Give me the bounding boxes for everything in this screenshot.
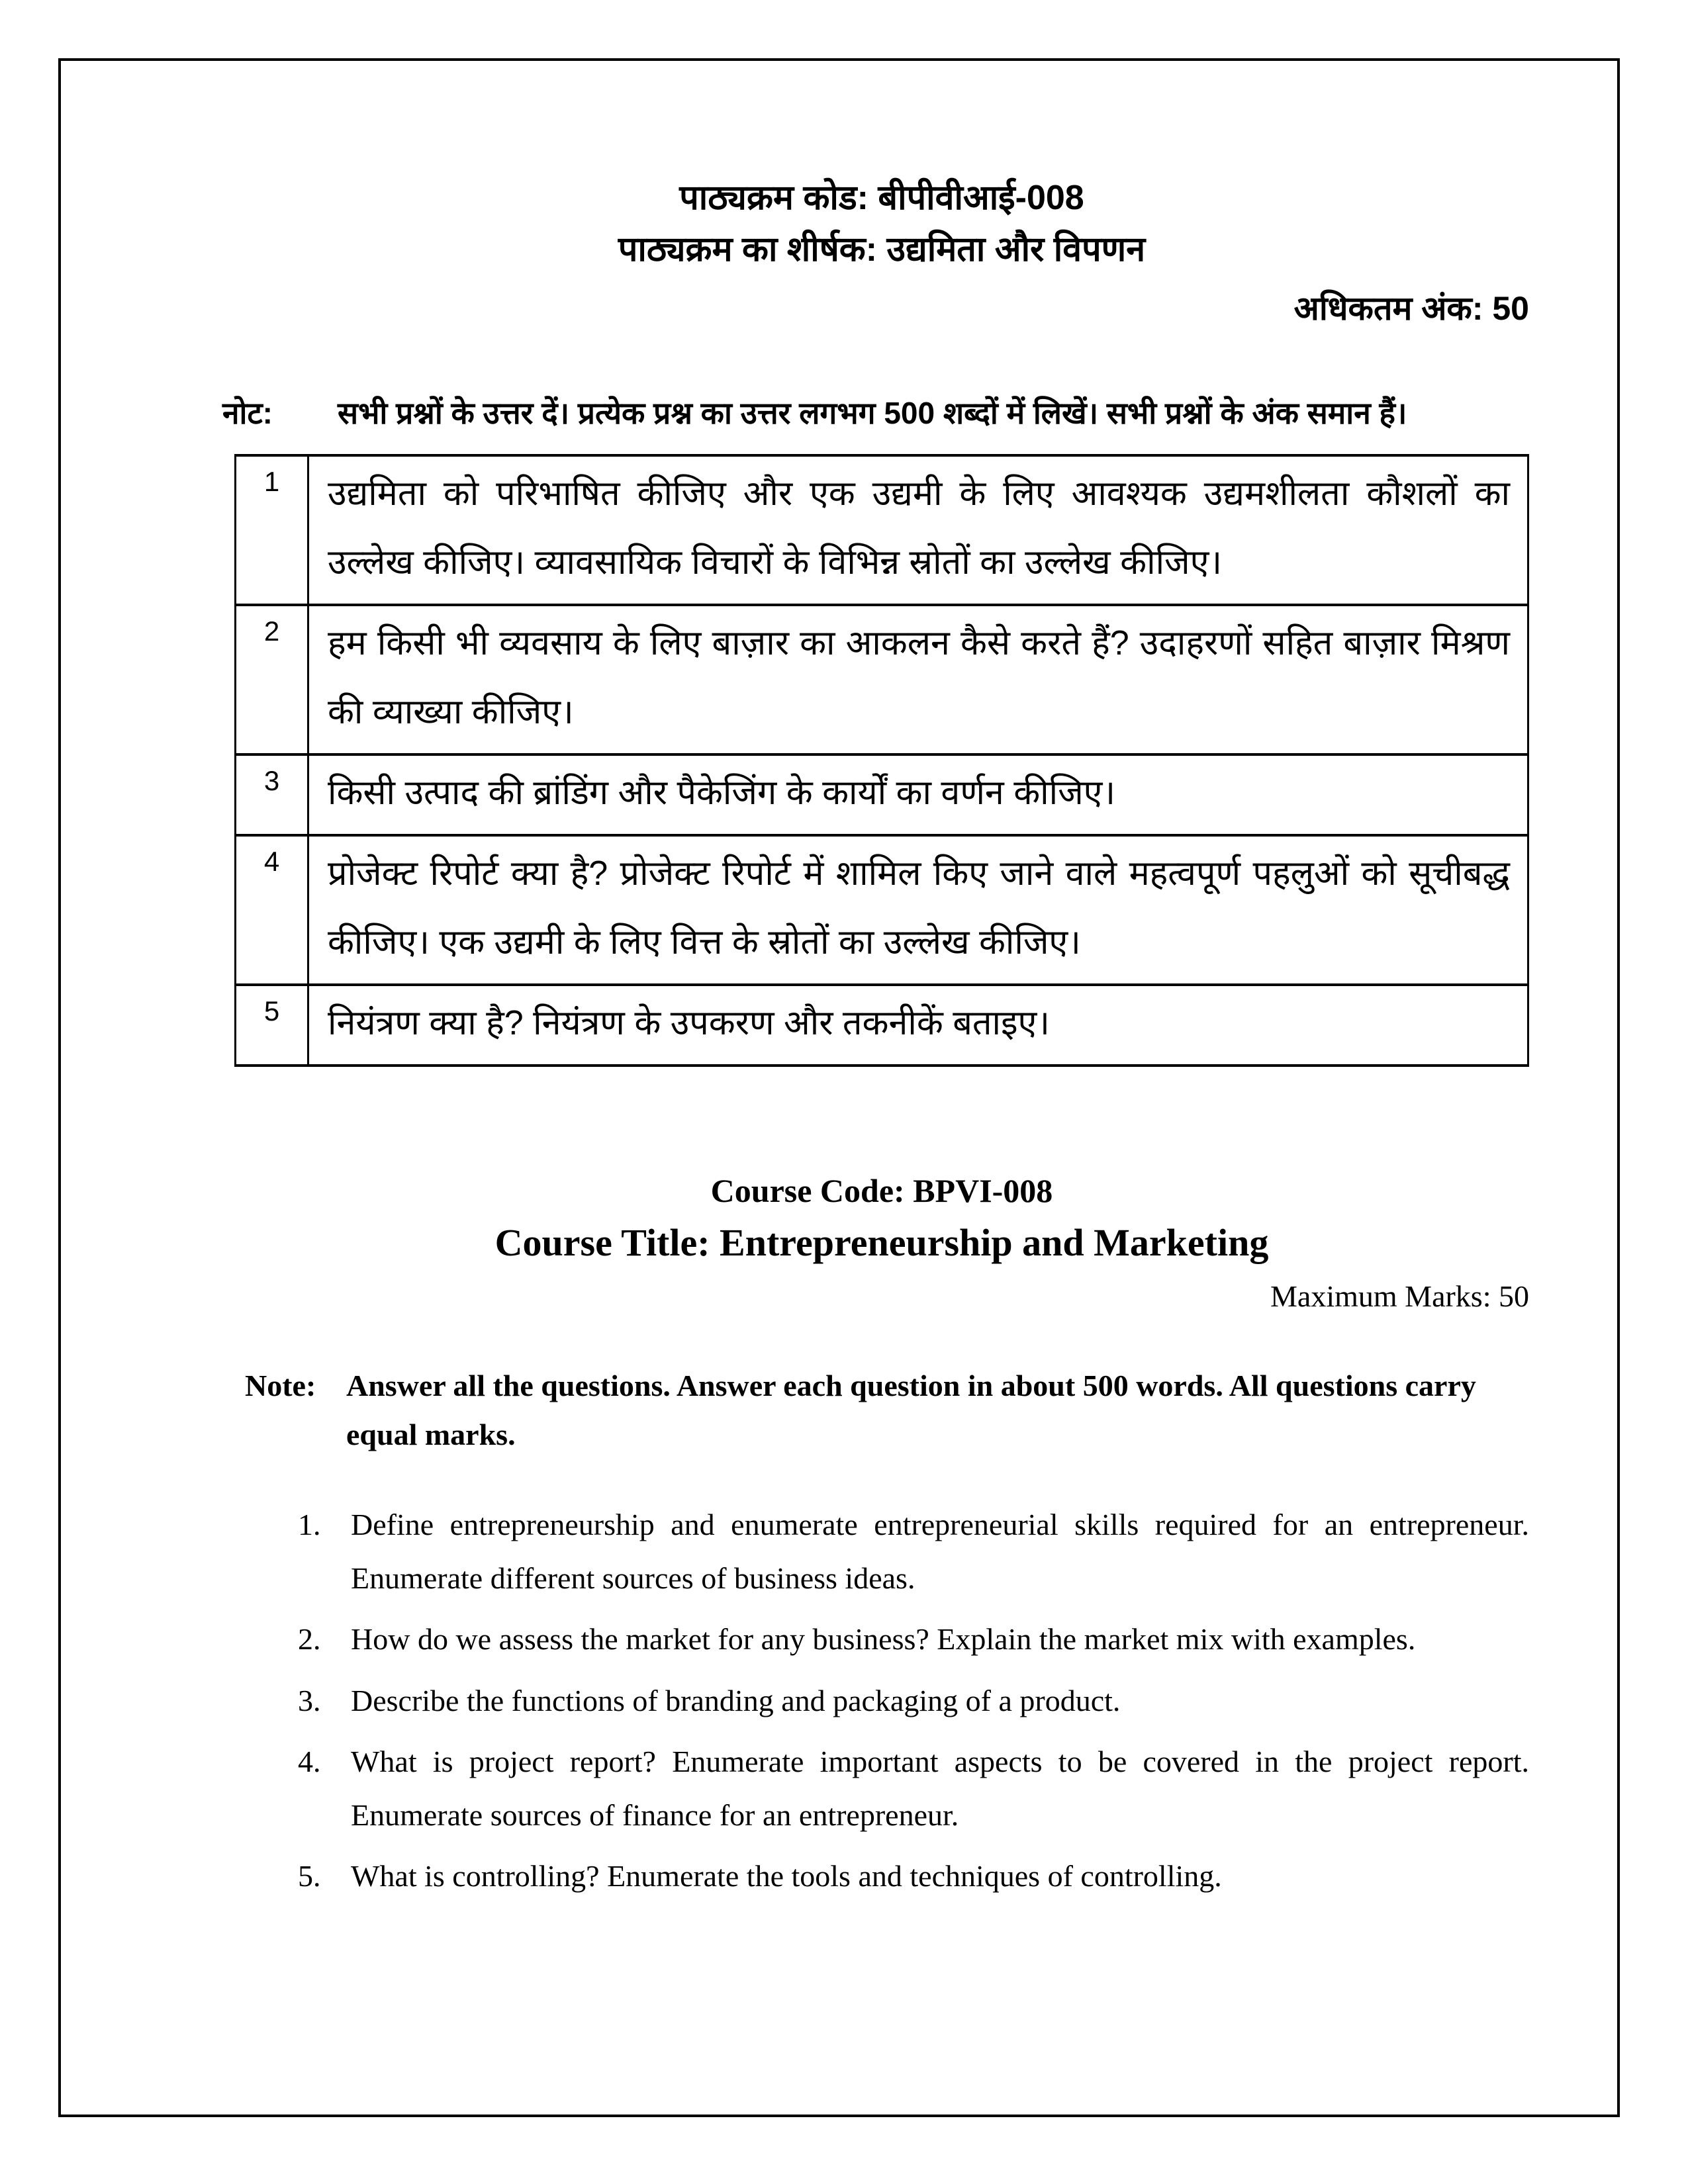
question-number: 1 bbox=[236, 455, 308, 605]
page-border bbox=[58, 58, 1620, 2117]
hindi-course-title: पाठ्यक्रम का शीर्षक: उद्यमिता और विपणन bbox=[618, 230, 1146, 269]
question-number: 1. bbox=[298, 1508, 321, 1542]
table-row bbox=[236, 985, 1528, 1066]
question-text: Describe the functions of branding and packaging of a product. bbox=[351, 1683, 1121, 1717]
question-number: 3. bbox=[298, 1683, 321, 1717]
question-number: 5. bbox=[298, 1859, 321, 1893]
english-course-code: Course Code: BPVI-008 bbox=[710, 1172, 1053, 1209]
question-text: किसी उत्पाद की ब्रांडिंग और पैकेजिंग के कार्यों का वर्णन कीजिए। bbox=[308, 754, 1528, 835]
question-text: नियंत्रण क्या है? नियंत्रण के उपकरण और तकनीकें बताइए। bbox=[308, 985, 1528, 1066]
hindi-note-text: सभी प्रश्नों के उत्तर दें। प्रत्येक प्रश्न का उत्तर लगभग 500 शब्दों में लिखें। सभी प्रश्नों के अंक समान हैं। bbox=[338, 396, 1407, 430]
list-item bbox=[298, 1498, 1529, 1605]
hindi-header bbox=[234, 172, 1529, 275]
hindi-max-marks: अधिकतम अंक: 50 bbox=[1293, 290, 1529, 327]
english-note-text: Answer all the questions. Answer each question in about 500 words. All questions carry equal marks. bbox=[346, 1369, 1476, 1451]
english-header bbox=[234, 1166, 1529, 1269]
list-item bbox=[298, 1735, 1529, 1842]
question-text: What is project report? Enumerate important aspects to be covered in the project report. Enumerate sources of finance for an entrepreneur. bbox=[351, 1745, 1529, 1832]
hindi-course-code: पाठ्यक्रम कोड: बीपीवीआई-008 bbox=[679, 179, 1084, 217]
question-text: What is controlling? Enumerate the tools and techniques of controlling. bbox=[351, 1859, 1222, 1893]
question-number: 4. bbox=[298, 1745, 321, 1779]
question-number: 5 bbox=[236, 985, 308, 1066]
table-row bbox=[236, 605, 1528, 754]
table-row bbox=[236, 835, 1528, 985]
question-text: प्रोजेक्ट रिपोर्ट क्या है? प्रोजेक्ट रिपोर्ट में शामिल किए जाने वाले महत्वपूर्ण पहलुओं को सूचीबद्ध कीजिए। एक उद्यमी के लिए वित्त के स्रोतों का उल्लेख कीजिए। bbox=[308, 835, 1528, 985]
english-course-title: Course Title: Entrepreneurship and Marketing bbox=[494, 1221, 1269, 1264]
question-text: उद्यमिता को परिभाषित कीजिए और एक उद्यमी के लिए आवश्यक उद्यमशीलता कौशलों का उल्लेख कीजिए। व्यावसायिक विचारों के विभिन्न स्रोतों का उल्लेख कीजिए। bbox=[308, 455, 1528, 605]
english-note-label: Note: bbox=[245, 1369, 316, 1403]
question-number: 3 bbox=[236, 754, 308, 835]
question-number: 4 bbox=[236, 835, 308, 985]
hindi-questions-table bbox=[234, 454, 1529, 1067]
english-question-list bbox=[298, 1498, 1529, 1903]
question-number: 2. bbox=[298, 1622, 321, 1657]
question-text: Define entrepreneurship and enumerate entrepreneurial skills required for an entrepreneur. Enumerate different sources of business ideas. bbox=[351, 1508, 1529, 1595]
english-max-marks: Maximum Marks: 50 bbox=[1270, 1279, 1529, 1314]
list-item bbox=[298, 1850, 1529, 1903]
table-row bbox=[236, 754, 1528, 835]
question-text: How do we assess the market for any business? Explain the market mix with examples. bbox=[351, 1622, 1416, 1657]
hindi-note-label: नोट: bbox=[222, 396, 273, 430]
english-note bbox=[245, 1361, 1529, 1459]
page-content bbox=[61, 172, 1617, 1903]
list-item bbox=[298, 1674, 1529, 1728]
hindi-note bbox=[222, 383, 1529, 443]
question-number: 2 bbox=[236, 605, 308, 754]
table-row bbox=[236, 455, 1528, 605]
english-section bbox=[234, 1166, 1529, 1903]
question-text: हम किसी भी व्यवसाय के लिए बाज़ार का आकलन कैसे करते हैं? उदाहरणों सहित बाज़ार मिश्रण की व्याख्या कीजिए। bbox=[308, 605, 1528, 754]
list-item bbox=[298, 1613, 1529, 1666]
